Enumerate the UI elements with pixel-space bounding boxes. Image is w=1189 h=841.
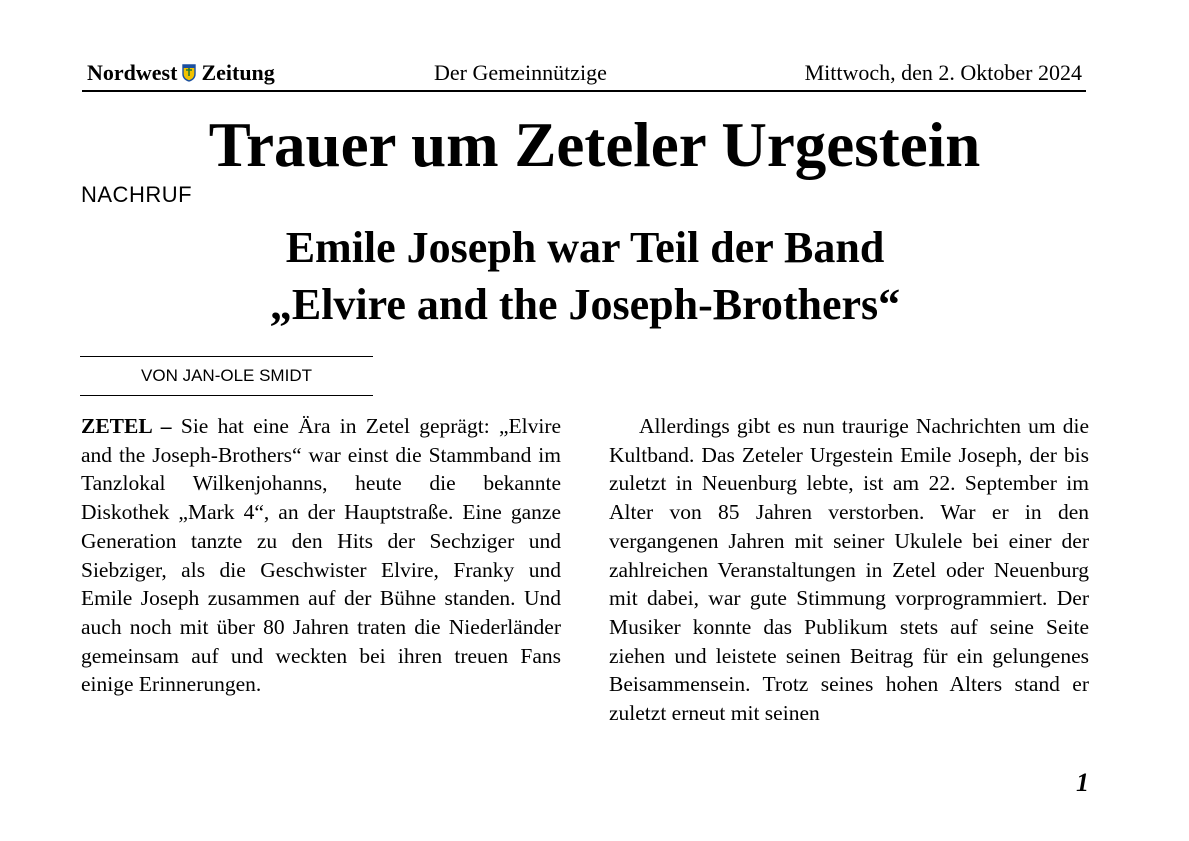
masthead — [82, 58, 1086, 92]
coat-of-arms-icon — [182, 64, 196, 82]
article-column-left — [81, 412, 561, 699]
byline: VON JAN-OLE SMIDT — [80, 356, 373, 396]
brand-name-right: Zeitung — [201, 60, 275, 85]
article-column-right — [609, 412, 1089, 728]
article-kicker: NACHRUF — [81, 182, 193, 207]
newspaper-brand — [87, 60, 275, 86]
dateline: ZETEL – — [81, 414, 172, 438]
article-subhead — [0, 219, 1170, 333]
article-paragraph-2: Allerdings gibt es nun traurige Nachrichten um die Kultband. Das Zeteler Urgestein Emile Joseph, der bis zuletzt in Neuenburg lebte, ist am 22. September im Alter von 85 Jahren verstorben. War er in den vergangenen Jahren mit seiner Ukulele bei einer der zahlreichen Veranstaltungen in Zetel oder Neuenburg mit dabei, war gute Stimmung vorprogrammiert. Der Musiker konnte das Publikum stets auf seine Seite ziehen und leistete seinen Beitrag für ein gelungenes Beisammensein. Trotz seines hohen Alters stand er zuletzt erneut mit seinen — [609, 414, 1089, 726]
subhead-line-2: „Elvire and the Joseph-Brothers“ — [269, 280, 901, 329]
article-paragraph-1 — [81, 412, 561, 699]
brand-name-left: Nordwest — [87, 60, 178, 85]
article-headline: Trauer um Zeteler Urgestein — [208, 110, 981, 180]
section-name: Der Gemeinnützige — [434, 60, 607, 85]
subhead-line-1: Emile Joseph war Teil der Band — [285, 223, 885, 272]
paragraph-1-text: Sie hat eine Ära in Zetel geprägt: „Elvire and the Joseph-Brothers“ war einst die Stammband im Tanzlokal Wilkenjohanns, heute die bekannte Diskothek „Mark 4“, an der Hauptstraße. Eine ganze Generation tanzte zu den Hits der Sechziger und Siebziger, als die Geschwister Elvire, Franky und Emile Joseph zusammen auf der Bühne standen. Und auch noch mit über 80 Jahren traten die Niederländer gemeinsam auf und weckten bei ihren treuen Fans einige Erinnerungen. — [81, 414, 562, 697]
page-number: 1 — [1076, 768, 1089, 797]
issue-date: Mittwoch, den 2. Oktober 2024 — [804, 60, 1082, 85]
